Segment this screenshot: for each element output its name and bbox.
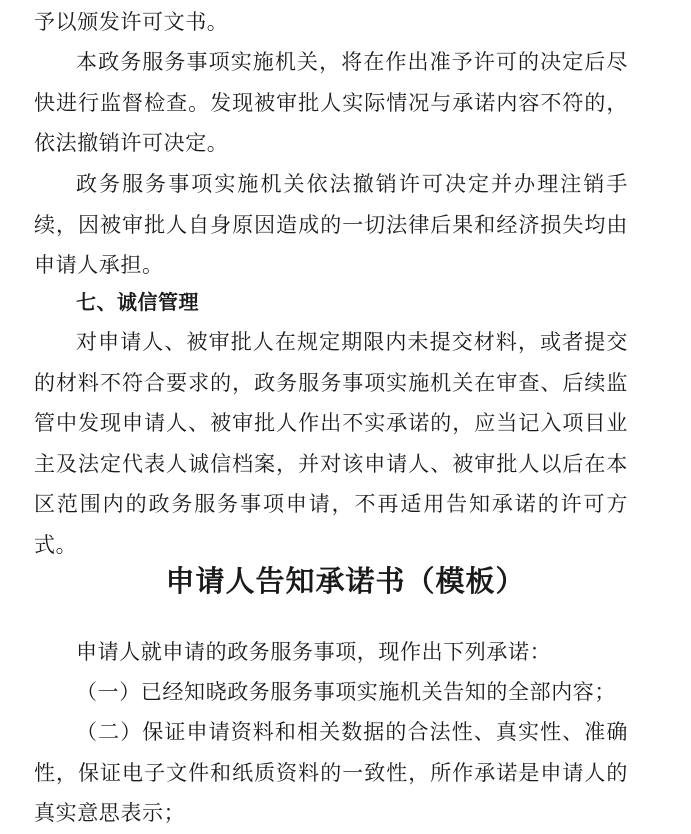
paragraph-commitment-intro: 申请人就申请的政务服务事项，现作出下列承诺： [76,640,552,664]
template-title: 申请人告知承诺书（模板） [165,564,526,598]
paragraph-revocation-liability: 政务服务事项实施机关依法撤销许可决定并办理注销手续，因被审批人自身原因造成的一切法律后果和经济损失均由申请人承担。 [34,172,628,277]
paragraph-commitment-item-2: （二）保证申请资料和相关数据的合法性、真实性、准确性，保证电子文件和纸质资料的一致性，所作承诺是申请人的真实意思表示； [34,720,628,825]
paragraph-supervision-inspection: 本政务服务事项实施机关，将在作出准予许可的决定后尽快进行监督检查。发现被审批人实际情况与承诺内容不符的，依法撤销许可决定。 [34,50,628,155]
section-heading-credit-management: 七、诚信管理 [76,290,199,314]
paragraph-license-issuance: 予以颁发许可文书。 [34,10,229,34]
paragraph-commitment-item-1: （一）已经知晓政务服务事项实施机关告知的全部内容； [76,680,616,704]
paragraph-credit-management: 对申请人、被审批人在规定期限内未提交材料，或者提交的材料不符合要求的，政务服务事项实施机关在审查、后续监管中发现申请人、被审批人作出不实承诺的，应当记入项目业主及法定代表人诚信档案，并对该申请人、被审批人以后在本区范围内的政务服务事项申请，不再适用告知承诺的许可方式。 [34,330,628,557]
